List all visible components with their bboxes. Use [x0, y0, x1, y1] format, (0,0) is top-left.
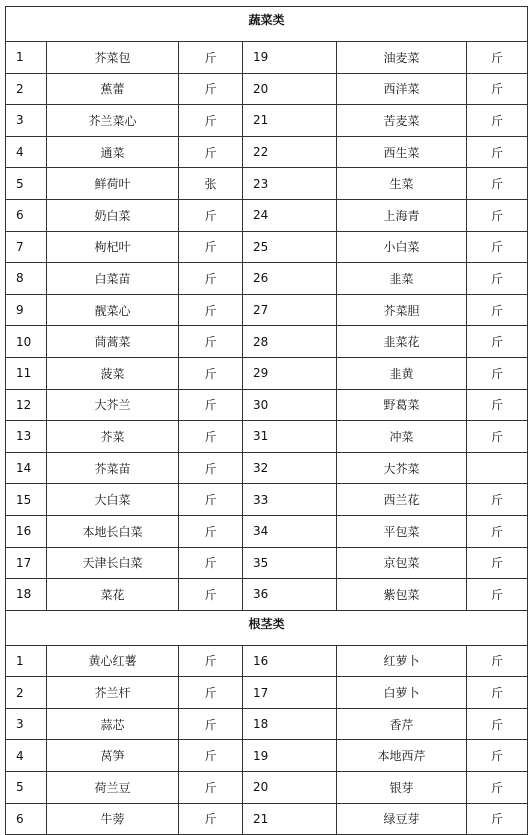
item-number: 7: [6, 231, 47, 263]
table-row: [6, 579, 528, 611]
item-name: 蒜芯: [47, 708, 179, 740]
item-name: 枸杞叶: [47, 231, 179, 263]
item-name: 菠菜: [47, 357, 179, 389]
item-name: 白萝卜: [337, 677, 467, 709]
item-name: 西洋菜: [337, 73, 467, 105]
item-name: 大芥兰: [47, 389, 179, 421]
item-unit: 斤: [179, 421, 243, 453]
table-row: [6, 326, 528, 358]
item-unit: 斤: [467, 579, 528, 611]
item-unit: 斤: [467, 199, 528, 231]
item-name: 芥菜包: [47, 42, 179, 74]
table-row: [6, 740, 528, 772]
item-name: 小白菜: [337, 231, 467, 263]
table-row: [6, 294, 528, 326]
item-number: 20: [243, 772, 337, 804]
item-name: 平包菜: [337, 515, 467, 547]
item-unit: 斤: [179, 677, 243, 709]
item-number: 12: [6, 389, 47, 421]
item-unit: 斤: [467, 740, 528, 772]
item-name: 天津长白菜: [47, 547, 179, 579]
item-number: 14: [6, 452, 47, 484]
table-row: [6, 136, 528, 168]
table-row: [6, 421, 528, 453]
item-name: 牛蒡: [47, 803, 179, 835]
item-unit: 斤: [467, 389, 528, 421]
item-unit: 斤: [179, 357, 243, 389]
item-number: 17: [6, 547, 47, 579]
item-number: 3: [6, 708, 47, 740]
table-row: [6, 515, 528, 547]
item-unit: 斤: [179, 803, 243, 835]
item-unit: 斤: [467, 645, 528, 677]
item-unit: [467, 452, 528, 484]
item-unit: 斤: [467, 294, 528, 326]
item-number: 26: [243, 263, 337, 295]
item-unit: 斤: [467, 73, 528, 105]
section-title: 蔬菜类: [6, 7, 528, 42]
item-name: 芥菜苗: [47, 452, 179, 484]
item-number: 16: [243, 645, 337, 677]
table-row: [6, 484, 528, 516]
item-number: 31: [243, 421, 337, 453]
item-name: 西生菜: [337, 136, 467, 168]
item-name: 绿豆芽: [337, 803, 467, 835]
item-number: 8: [6, 263, 47, 295]
item-unit: 斤: [467, 326, 528, 358]
section-title: 根茎类: [6, 610, 528, 645]
item-unit: 斤: [467, 357, 528, 389]
item-unit: 斤: [179, 73, 243, 105]
table-row: [6, 42, 528, 74]
item-number: 19: [243, 740, 337, 772]
table-row: [6, 199, 528, 231]
section-header-row: [6, 7, 528, 42]
item-number: 33: [243, 484, 337, 516]
item-unit: 斤: [467, 547, 528, 579]
item-unit: 斤: [467, 772, 528, 804]
item-name: 黄心红薯: [47, 645, 179, 677]
item-unit: 斤: [179, 740, 243, 772]
item-name: 大白菜: [47, 484, 179, 516]
item-unit: 斤: [179, 547, 243, 579]
item-number: 4: [6, 136, 47, 168]
item-name: 白菜苗: [47, 263, 179, 295]
item-number: 2: [6, 73, 47, 105]
item-number: 10: [6, 326, 47, 358]
item-name: 上海青: [337, 199, 467, 231]
vegetable-price-table: [5, 6, 528, 835]
item-number: 32: [243, 452, 337, 484]
table-row: [6, 263, 528, 295]
table-row: [6, 772, 528, 804]
item-name: 芥兰杆: [47, 677, 179, 709]
item-number: 22: [243, 136, 337, 168]
item-unit: 斤: [179, 452, 243, 484]
item-number: 28: [243, 326, 337, 358]
item-name: 银芽: [337, 772, 467, 804]
item-number: 9: [6, 294, 47, 326]
item-number: 23: [243, 168, 337, 200]
table-row: [6, 168, 528, 200]
item-number: 1: [6, 645, 47, 677]
item-unit: 斤: [179, 105, 243, 137]
table-row: [6, 677, 528, 709]
table-row: [6, 231, 528, 263]
item-name: 野葛菜: [337, 389, 467, 421]
item-number: 17: [243, 677, 337, 709]
item-name: 通菜: [47, 136, 179, 168]
item-unit: 斤: [179, 231, 243, 263]
item-name: 蕉蕾: [47, 73, 179, 105]
item-number: 6: [6, 803, 47, 835]
item-name: 韭菜花: [337, 326, 467, 358]
item-name: 荷兰豆: [47, 772, 179, 804]
item-name: 菜花: [47, 579, 179, 611]
table-row: [6, 73, 528, 105]
item-unit: 斤: [467, 708, 528, 740]
item-name: 韭菜: [337, 263, 467, 295]
item-name: 芥菜: [47, 421, 179, 453]
table-row: [6, 452, 528, 484]
item-unit: 斤: [467, 263, 528, 295]
item-number: 19: [243, 42, 337, 74]
item-name: 本地长白菜: [47, 515, 179, 547]
item-unit: 斤: [467, 515, 528, 547]
item-unit: 斤: [179, 136, 243, 168]
item-unit: 斤: [179, 772, 243, 804]
item-name: 奶白菜: [47, 199, 179, 231]
item-unit: 斤: [467, 677, 528, 709]
item-name: 西兰花: [337, 484, 467, 516]
item-name: 鲜荷叶: [47, 168, 179, 200]
item-number: 35: [243, 547, 337, 579]
item-number: 25: [243, 231, 337, 263]
item-unit: 斤: [179, 294, 243, 326]
item-name: 茼蒿菜: [47, 326, 179, 358]
item-number: 29: [243, 357, 337, 389]
item-number: 34: [243, 515, 337, 547]
item-number: 21: [243, 803, 337, 835]
item-unit: 斤: [467, 484, 528, 516]
item-unit: 斤: [179, 42, 243, 74]
item-unit: 斤: [179, 484, 243, 516]
item-unit: 斤: [179, 389, 243, 421]
table-row: [6, 547, 528, 579]
item-number: 30: [243, 389, 337, 421]
item-unit: 张: [179, 168, 243, 200]
item-unit: 斤: [467, 168, 528, 200]
item-number: 16: [6, 515, 47, 547]
item-unit: 斤: [467, 421, 528, 453]
item-unit: 斤: [179, 579, 243, 611]
table-row: [6, 708, 528, 740]
item-name: 香芹: [337, 708, 467, 740]
item-name: 京包菜: [337, 547, 467, 579]
item-number: 21: [243, 105, 337, 137]
item-unit: 斤: [179, 263, 243, 295]
item-name: 油麦菜: [337, 42, 467, 74]
item-name: 苦麦菜: [337, 105, 467, 137]
item-number: 15: [6, 484, 47, 516]
item-unit: 斤: [179, 199, 243, 231]
item-number: 11: [6, 357, 47, 389]
item-number: 18: [6, 579, 47, 611]
item-number: 20: [243, 73, 337, 105]
table-row: [6, 645, 528, 677]
section-header-row: [6, 610, 528, 645]
item-unit: 斤: [467, 803, 528, 835]
item-name: 红萝卜: [337, 645, 467, 677]
item-unit: 斤: [467, 105, 528, 137]
item-name: 芥兰菜心: [47, 105, 179, 137]
item-number: 24: [243, 199, 337, 231]
item-unit: 斤: [179, 326, 243, 358]
item-unit: 斤: [179, 708, 243, 740]
item-unit: 斤: [467, 136, 528, 168]
item-number: 2: [6, 677, 47, 709]
table-row: [6, 389, 528, 421]
item-number: 5: [6, 772, 47, 804]
item-unit: 斤: [179, 645, 243, 677]
item-number: 36: [243, 579, 337, 611]
item-number: 18: [243, 708, 337, 740]
item-number: 4: [6, 740, 47, 772]
item-name: 靓菜心: [47, 294, 179, 326]
item-name: 大芥菜: [337, 452, 467, 484]
table-row: [6, 357, 528, 389]
item-number: 13: [6, 421, 47, 453]
item-number: 27: [243, 294, 337, 326]
item-name: 本地西芹: [337, 740, 467, 772]
table-row: [6, 105, 528, 137]
item-name: 韭黄: [337, 357, 467, 389]
item-name: 紫包菜: [337, 579, 467, 611]
item-number: 1: [6, 42, 47, 74]
item-name: 冲菜: [337, 421, 467, 453]
item-number: 6: [6, 199, 47, 231]
item-number: 3: [6, 105, 47, 137]
item-name: 生菜: [337, 168, 467, 200]
table-row: [6, 803, 528, 835]
item-number: 5: [6, 168, 47, 200]
item-name: 莴笋: [47, 740, 179, 772]
item-unit: 斤: [467, 231, 528, 263]
item-unit: 斤: [467, 42, 528, 74]
item-unit: 斤: [179, 515, 243, 547]
item-name: 芥菜胆: [337, 294, 467, 326]
